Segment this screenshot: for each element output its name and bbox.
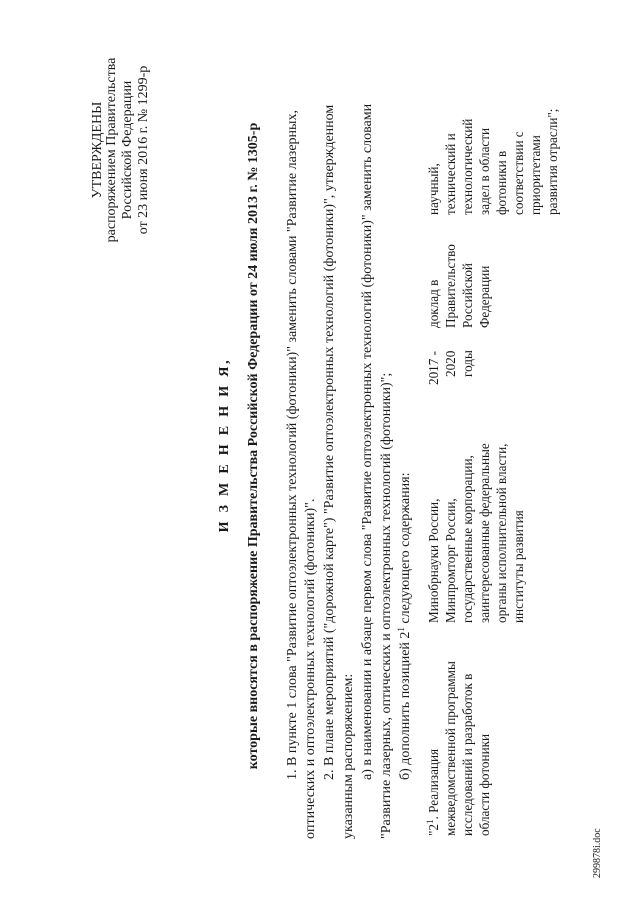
paragraph-1-line-1: 1. В пункте 1 слова "Развитие оптоэлектронных технологий (фотоники)" заменить словами "Развитие лазерных, bbox=[285, 110, 300, 780]
subitem-a-line-1: а) в наименовании и абзаце первом слова "Развитие оптоэлектронных технологий (фотоники)" заменить словами bbox=[360, 103, 375, 780]
page-title: И З М Е Н Е Н И Я, bbox=[217, 357, 232, 533]
activity-line-1: "$2^1$. Реализация bbox=[425, 748, 441, 836]
result-form-line-4: Федерации bbox=[477, 265, 492, 328]
subitem-b-superscript: 1 bbox=[396, 627, 406, 632]
responsible-line-4: заинтересованные федеральные bbox=[477, 443, 492, 623]
approval-line-2: распоряжением Правительства bbox=[104, 57, 119, 243]
approval-line-4: от 23 июня 2016 г. № 1299-р bbox=[136, 65, 151, 235]
subitem-b-line bbox=[396, 473, 413, 780]
paragraph-2-line-1: 2. В плане мероприятий ("дорожной карте") "Развитие оптоэлектронных технологий (фотоники)", утвержденном bbox=[322, 104, 337, 780]
subitem-b-text: б) дополнить позицией 2 bbox=[398, 631, 413, 780]
activity-line-4: области фотоники bbox=[477, 733, 492, 836]
period-line-2: 2020 bbox=[443, 350, 458, 377]
result-form-line-2: Правительство bbox=[443, 244, 458, 328]
page-subtitle: которые вносятся в распоряжение Правительства Российской Федерации от 24 июля 2013 г. № 1305-р bbox=[246, 122, 261, 770]
expected-result-line-5: фотоники в bbox=[494, 150, 509, 215]
subitem-b-text-end: следующего содержания: bbox=[398, 472, 413, 628]
responsible-line-2: Минпромторг России, bbox=[443, 498, 458, 623]
expected-result-line-3: технологический bbox=[460, 118, 475, 215]
paragraph-2-line-2: указанным распоряжением: bbox=[341, 673, 356, 839]
expected-result-line-4: задел в области bbox=[477, 127, 492, 215]
expected-result-line-7: приоритетами bbox=[528, 135, 543, 215]
result-form-line-3: Российской bbox=[460, 263, 475, 328]
responsible-line-6: институты развития bbox=[511, 510, 526, 623]
approval-title: УТВЕРЖДЕНЫ bbox=[90, 101, 105, 199]
document-id-footer: 299878i.doc bbox=[592, 828, 603, 878]
responsible-line-3: государственные корпорации, bbox=[460, 455, 475, 623]
expected-result-line-6: соответствии с bbox=[511, 131, 526, 215]
period-line-3: годы bbox=[460, 350, 475, 377]
expected-result-line-2: технический и bbox=[443, 133, 458, 215]
activity-line-2: межведомственной программы bbox=[443, 661, 458, 836]
paragraph-1-line-2: оптических и оптоэлектронных технологий (фотоники)". bbox=[303, 498, 318, 839]
period-line-1: 2017 - bbox=[426, 350, 441, 385]
activity-line-3: исследований и разработок в bbox=[460, 673, 475, 836]
subitem-a-line-2: "Развитие лазерных, оптических и оптоэлектронных технологий (фотоники)"; bbox=[379, 372, 394, 839]
expected-result-line-1: научный, bbox=[426, 163, 441, 215]
result-form-line-1: доклад в bbox=[426, 279, 441, 328]
responsible-line-5: органы исполнительной власти, bbox=[494, 443, 509, 623]
approval-line-3: Российской Федерации bbox=[120, 80, 135, 220]
responsible-line-1: Минобрнауки России, bbox=[426, 498, 441, 623]
expected-result-line-8: развития отрасли"; bbox=[545, 108, 560, 215]
